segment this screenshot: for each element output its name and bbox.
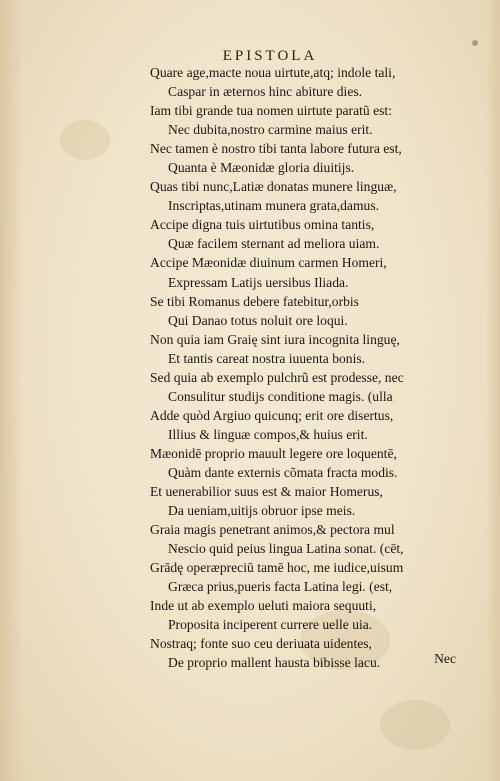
ink-spot xyxy=(472,40,478,46)
verse-line: Proposita inciperent currere uelle uia. xyxy=(168,617,373,633)
verse-line: Accipe digna tuis uirtutibus omina tantis, xyxy=(150,217,375,233)
verse-line: Accipe Mæonidæ diuinum carmen Homeri, xyxy=(150,255,387,271)
verse-line: Quanta è Mæonidæ gloria diuitijs. xyxy=(168,160,355,176)
verse-line: Graia magis penetrant animos,& pectora mul xyxy=(150,522,395,538)
verse-line: Iam tibi grande tua nomen uirtute paratũ est: xyxy=(150,103,392,119)
verse-line: Quæ facilem sternant ad meliora uiam. xyxy=(168,236,380,252)
verse-line: Nec dubita,nostro carmine maius erit. xyxy=(168,122,373,138)
paper-stain xyxy=(60,120,110,160)
verse-line: Qui Danao totus noluit ore loqui. xyxy=(168,312,348,328)
verse-line: Adde quòd Argiuo quicunq; erit ore disertus, xyxy=(150,407,394,423)
page-edge-shadow-right xyxy=(486,0,500,781)
verse-line: Inde ut ab exemplo ueluti maiora sequuti, xyxy=(150,598,377,614)
verse-line: Consulitur studijs conditione magis. (ulla xyxy=(168,388,393,404)
verse-line: Non quia iam Graię sint iura incognita linguę, xyxy=(150,331,400,347)
verse-line: Da ueniam,uitijs obruor ipse meis. xyxy=(168,503,356,519)
verse-line: Quare age,macte noua uirtute,atq; indole tali, xyxy=(150,65,396,80)
catchword: Nec xyxy=(434,651,456,666)
running-head: EPISTOLA xyxy=(222,48,318,64)
verse-line: Illius & linguæ compos,& huius erit. xyxy=(168,426,368,442)
verse-line: Expressam Latijs uersibus Iliada. xyxy=(168,274,349,290)
verse-line: Et uenerabilior suus est & maior Homerus, xyxy=(150,484,383,500)
page-edge-shadow-left xyxy=(0,0,22,781)
verse-line: Se tibi Romanus debere fatebitur,orbis xyxy=(150,293,359,309)
verse-line: Mæonidē proprio mauult legere ore loquentē, xyxy=(150,445,397,461)
verse-line: Inscriptas,utinam munera grata,damus. xyxy=(168,198,380,214)
verse-line: Nescio quid peius lingua Latina sonat. (cēt, xyxy=(168,541,404,557)
verse-line: Græca prius,pueris facta Latina legi. (est, xyxy=(168,579,393,595)
verse-line: De proprio mallent hausta bibisse lacu. xyxy=(168,655,381,671)
verse-line: Sed quia ab exemplo pulchrũ est prodesse, nec xyxy=(150,369,404,385)
verse-line: Quas tibi nunc,Latiæ donatas munere linguæ, xyxy=(150,179,397,195)
paper-stain xyxy=(380,700,450,750)
verse-line: Et tantis careat nostra iuuenta bonis. xyxy=(168,350,366,366)
verse-block xyxy=(150,63,470,673)
verse-line: Nec tamen è nostro tibi tanta labore futura est, xyxy=(150,141,402,157)
verse-line: Quàm dante externis cõmata fracta modis. xyxy=(168,464,398,480)
verse-line: Nostraq; fonte suo ceu deriuata uidentes, xyxy=(150,636,372,652)
verse-line: Grādę operæpreciū tamē hoc, me iudice,uisum xyxy=(150,560,404,576)
verse-line: Caspar in æternos hinc abiture dies. xyxy=(168,84,363,100)
